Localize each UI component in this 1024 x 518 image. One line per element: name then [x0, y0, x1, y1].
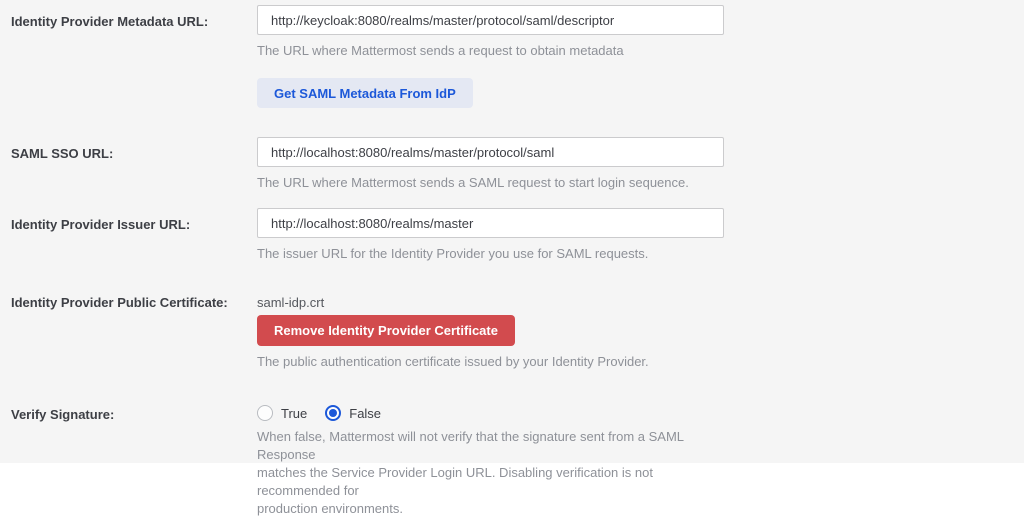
idp-metadata-url-control [257, 5, 724, 108]
idp-metadata-url-input[interactable] [257, 5, 724, 35]
form-row-idp-public-certificate [11, 286, 1024, 371]
saml-sso-url-input[interactable] [257, 137, 724, 167]
idp-issuer-url-input[interactable] [257, 208, 724, 238]
form-row-idp-issuer-url [11, 208, 1024, 263]
idp-metadata-url-help: The URL where Mattermost sends a request to obtain metadata [257, 43, 624, 58]
saml-sso-url-control [257, 137, 724, 192]
radio-option-true[interactable] [257, 405, 307, 421]
verify-signature-help-line-2: matches the Service Provider Login URL. Disabling verification is not recommended for [257, 465, 653, 498]
idp-issuer-url-help: The issuer URL for the Identity Provider you use for SAML requests. [257, 246, 649, 261]
idp-public-certificate-help: The public authentication certificate issued by your Identity Provider. [257, 354, 649, 369]
radio-true-label: True [281, 405, 308, 421]
radio-true-icon[interactable] [257, 405, 273, 421]
idp-issuer-url-control [257, 208, 724, 263]
radio-false-icon[interactable] [325, 405, 341, 421]
idp-metadata-url-label: Identity Provider Metadata URL: [11, 14, 209, 29]
radio-option-false[interactable] [325, 405, 381, 421]
verify-signature-label: Verify Signature: [11, 407, 115, 422]
idp-public-certificate-label: Identity Provider Public Certificate: [11, 295, 228, 310]
certificate-file-name: saml-idp.crt [257, 295, 325, 310]
radio-false-label: False [349, 405, 382, 421]
remove-idp-certificate-button[interactable]: Remove Identity Provider Certificate [257, 315, 515, 346]
verify-signature-control [257, 398, 724, 518]
verify-signature-help-line-3: production environments. [257, 501, 403, 516]
get-saml-metadata-button[interactable]: Get SAML Metadata From IdP [257, 78, 473, 108]
form-row-idp-metadata-url [11, 5, 1024, 108]
verify-signature-help-line-1: When false, Mattermost will not verify that the signature sent from a SAML Response [257, 429, 684, 462]
form-row-verify-signature [11, 398, 1024, 518]
verify-signature-radio-group [257, 398, 724, 421]
idp-public-certificate-control [257, 286, 724, 371]
form-row-saml-sso-url [11, 137, 1024, 192]
verify-signature-help [257, 428, 724, 518]
idp-issuer-url-label: Identity Provider Issuer URL: [11, 217, 191, 232]
saml-sso-url-label: SAML SSO URL: [11, 146, 114, 161]
saml-sso-url-help: The URL where Mattermost sends a SAML request to start login sequence. [257, 175, 689, 190]
